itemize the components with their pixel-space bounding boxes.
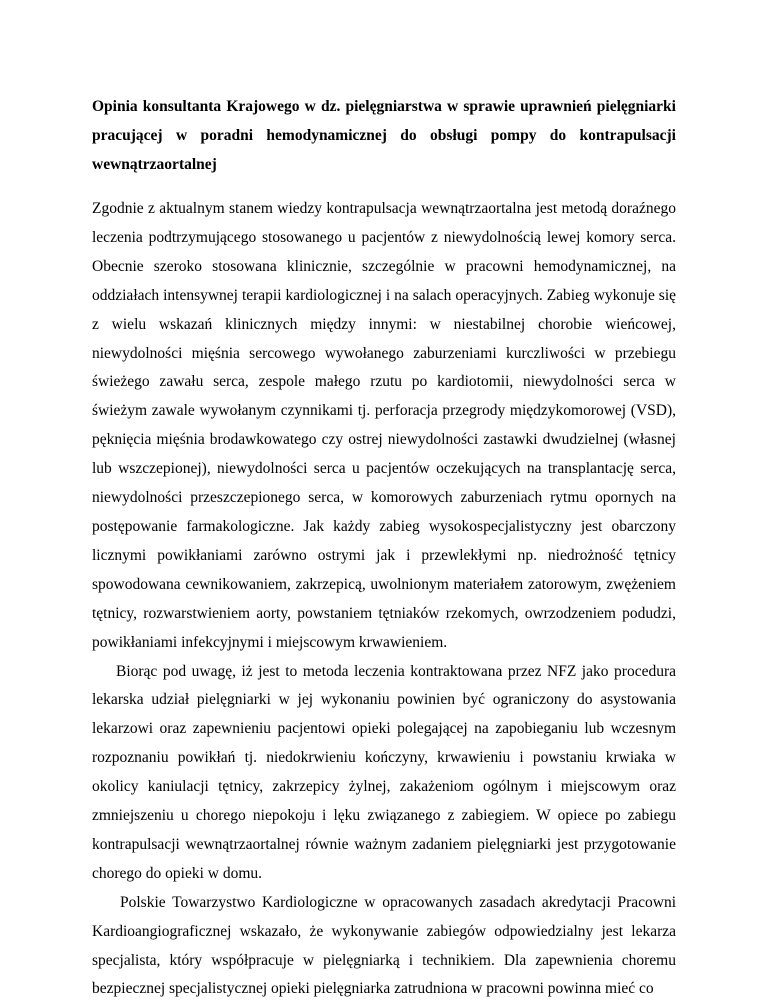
document-page	[92, 92, 676, 1004]
paragraph-2: Biorąc pod uwagę, iż jest to metoda leczenia kontraktowana przez NFZ jako procedura lekarska udział pielęgniarki w jej wykonaniu powinien być ograniczony do asystowania lekarzowi oraz zapewnieniu pacjentowi opieki polegającej na zapobieganiu lub wczesnym rozpoznaniu powikłań tj. niedokrwieniu kończyny, krwawieniu i powstaniu krwiaka w okolicy kaniulacji tętnicy, zakrzepicy żylnej, zakażeniom ogólnym i miejscowym oraz zmniejszeniu u chorego niepokoju i lęku związanego z zabiegiem. W opiece po zabiegu kontrapulsacji wewnątrzaortalnej równie ważnym zadaniem pielęgniarki jest przygotowanie chorego do opieki w domu.	[92, 662, 676, 882]
paragraph-1: Zgodnie z aktualnym stanem wiedzy kontrapulsacja wewnątrzaortalna jest metodą doraźnego leczenia podtrzymującego stosowanego u pacjentów z niewydolnością lewej komory serca. Obecnie szeroko stosowana klinicznie, szczególnie w pracowni hemodynamicznej, na oddziałach intensywnej terapii kardiologicznej i na salach operacyjnych. Zabieg wykonuje się z wielu wskazań klinicznych między innymi: w niestabilnej chorobie wieńcowej, niewydolności mięśnia sercowego wywołanego zaburzeniami kurczliwości w przebiegu świeżego zawału serca, zespole małego rzutu po kardiotomii, niewydolności serca w świeżym zawale wywołanym czynnikami tj. perforacja przegrody międzykomorowej (VSD), pęknięcia mięśnia brodawkowatego czy ostrej niewydolności zastawki dwudzielnej (własnej lub wszczepionej), niewydolności serca u pacjentów oczekujących na transplantację serca, niewydolności przeszczepionego serca, w komorowych zaburzeniach rytmu opornych na postępowanie farmakologiczne. Jak każdy zabieg wysokospecjalistyczny jest obarczony licznymi powikłaniami zarówno ostrymi jak i przewlekłymi np. niedrożność tętnicy spowodowana cewnikowaniem, zakrzepicą, uwolnionym materiałem zatorowym, zwężeniem tętnicy, rozwarstwieniem aorty, powstaniem tętniaków rzekomych, owrzodzeniem podudzi, powikłaniami infekcyjnymi i miejscowym krwawieniem.	[92, 200, 676, 651]
document-title: Opinia konsultanta Krajowego w dz. pielęgniarstwa w sprawie uprawnień pielęgniarki pracującej w poradni hemodynamicznej do obsługi pompy do kontrapulsacji wewnątrzaortalnej	[92, 98, 676, 173]
paragraph-3: Polskie Towarzystwo Kardiologiczne w opracowanych zasadach akredytacji Pracowni Kardioangiograficznej wskazało, że wykonywanie zabiegów odpowiedzialny jest lekarza specjalista, który współpracuje w pielęgniarką i technikiem. Dla zapewnienia choremu bezpiecznej specjalistycznej opieki pielęgniarka zatrudniona w pracowni powinna mieć co	[92, 893, 676, 998]
